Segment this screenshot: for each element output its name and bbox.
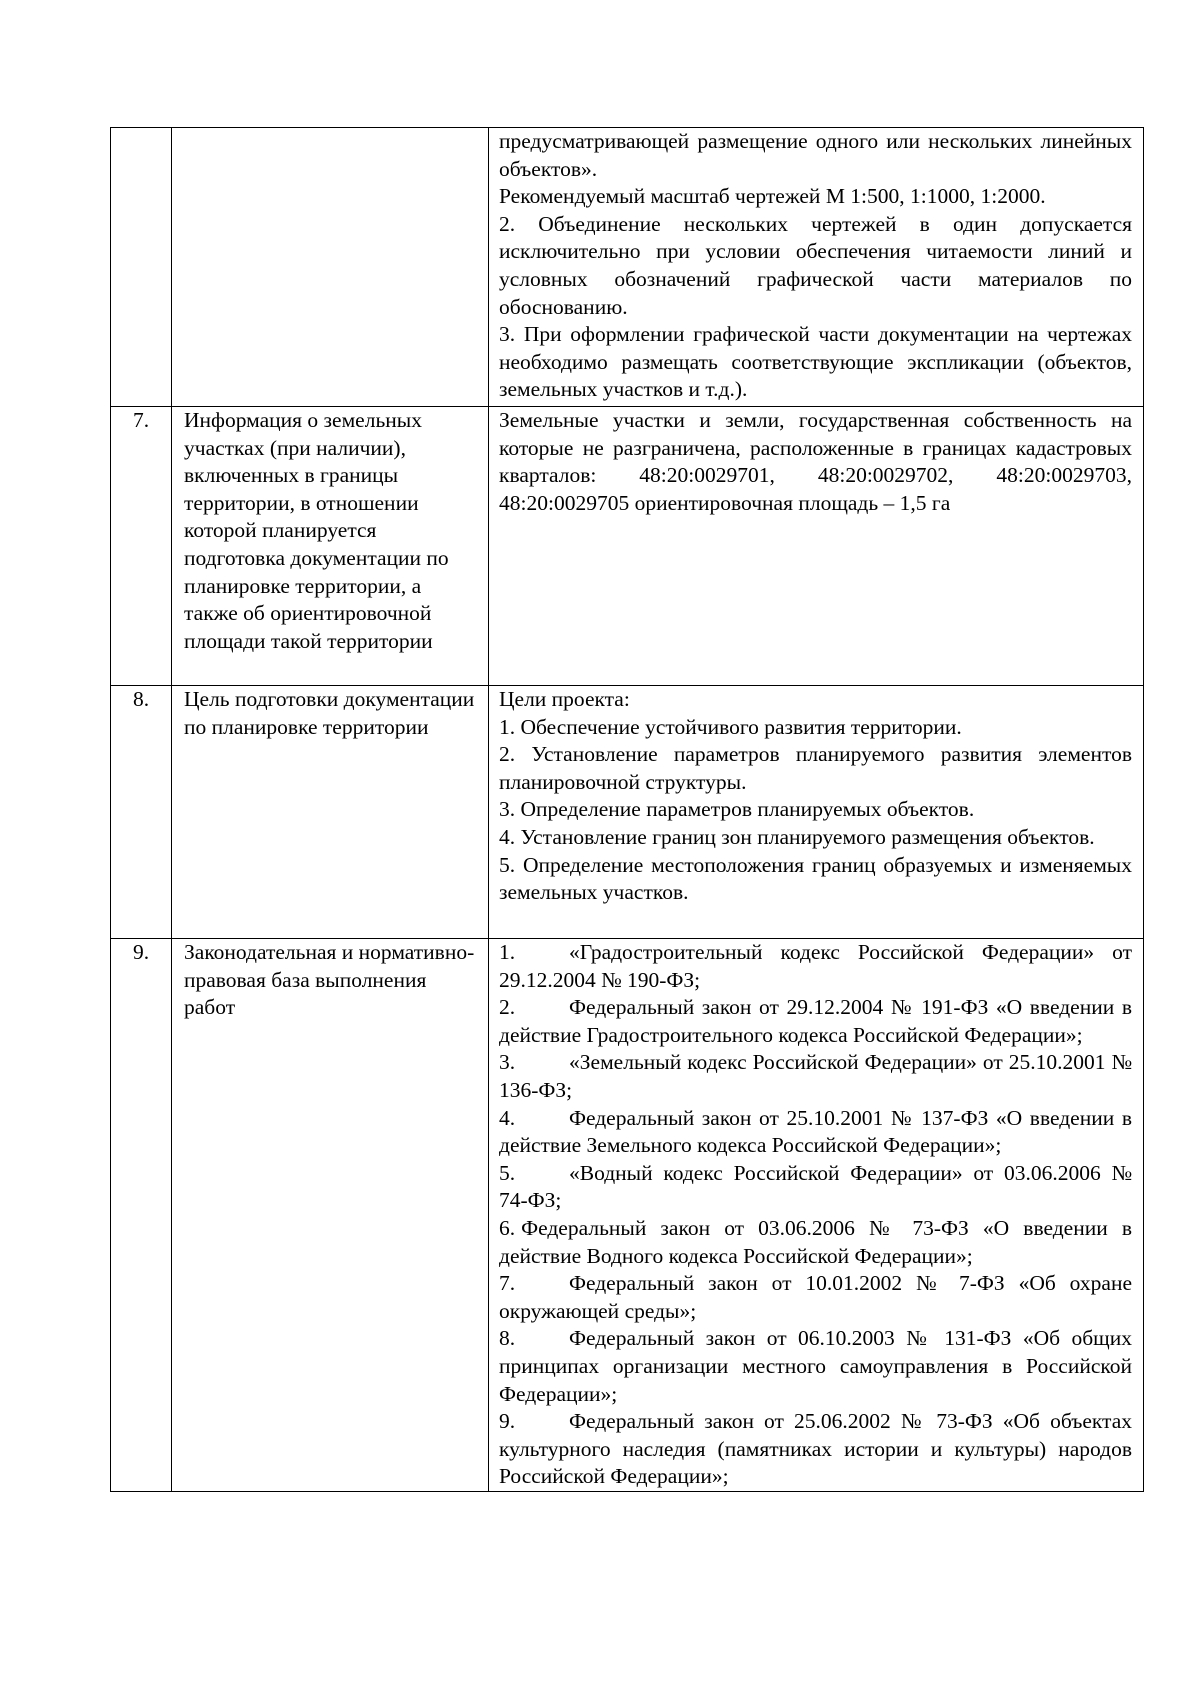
law-item: 6. Федеральный закон от 03.06.2006 № 73-ФЗ «О введении в действие Водного кодекса Российской Федерации»;	[499, 1215, 1132, 1268]
table-row-9	[111, 939, 1144, 1492]
row-name: Цель подготовки документации по планировке территории	[184, 687, 475, 739]
law-item: 7. Федеральный закон от 10.01.2002 № 7-ФЗ «Об охране окружающей среды»;	[499, 1271, 1132, 1323]
paragraph: Цели проекта:	[499, 687, 630, 711]
paragraph: 2. Объединение нескольких чертежей в один допускается исключительно при условии обеспечения читаемости линий и условных обозначений графической части материалов по обоснованию.	[499, 211, 1132, 319]
table-row-8	[111, 686, 1144, 939]
row-description-cell	[489, 686, 1144, 939]
row-number: 9.	[132, 940, 150, 964]
paragraph: 1. Обеспечение устойчивого развития территории.	[499, 714, 962, 739]
law-item: 1. «Градостроительный кодекс Российской Федерации» от 29.12.2004 № 190-ФЗ;	[499, 940, 1132, 992]
row-name: Информация о земельных участках (при наличии), включенных в границы территории, в отношении которой планируется подготовка документации по планировке территории, а также об ориентировочной площади такой территории	[184, 408, 449, 653]
row-number-cell	[111, 128, 172, 407]
row-number-cell	[111, 686, 172, 939]
row-name-cell	[172, 939, 489, 1492]
paragraph: предусматривающей размещение одного или нескольких линейных объектов».	[499, 129, 1132, 181]
paragraph: Рекомендуемый масштаб чертежей М 1:500, 1:1000, 1:2000.	[499, 184, 1046, 209]
row-name: Законодательная и нормативно-правовая база выполнения работ	[184, 940, 475, 1020]
row-name-cell	[172, 128, 489, 407]
row-number-cell	[111, 407, 172, 686]
row-name-cell	[172, 686, 489, 939]
table-row-continued	[111, 128, 1144, 407]
row-number: 8.	[132, 687, 150, 711]
row-number: 7.	[132, 408, 150, 432]
row-description-cell	[489, 407, 1144, 686]
law-item: 5. «Водный кодекс Российской Федерации» от 03.06.2006 № 74-ФЗ;	[499, 1160, 1132, 1213]
law-item: 2. Федеральный закон от 29.12.2004 № 191-ФЗ «О введении в действие Градостроительного кодекса Российской Федерации»;	[499, 995, 1132, 1047]
paragraph: 5. Определение местоположения границ образуемых и изменяемых земельных участков.	[499, 852, 1132, 905]
table-row-7	[111, 407, 1144, 686]
law-item: 3. «Земельный кодекс Российской Федерации» от 25.10.2001 № 136-ФЗ;	[499, 1050, 1132, 1102]
paragraph: 3. При оформлении графической части документации на чертежах необходимо размещать соответствующие экспликации (объектов, земельных участков и т.д.).	[499, 322, 1132, 402]
paragraph: 4. Установление границ зон планируемого размещения объектов.	[499, 824, 1095, 849]
law-item: 4. Федеральный закон от 25.10.2001 № 137-ФЗ «О введении в действие Земельного кодекса Российской Федерации»;	[499, 1105, 1132, 1158]
paragraph: Земельные участки и земли, государственная собственность на которые не разграничена, расположенные в границах кадастровых кварталов: 48:20:0029701, 48:20:0029702, 48:20:0029703, 48:20:0029705 ориентировочная площадь – 1,5 га	[499, 408, 1132, 515]
paragraph: 3. Определение параметров планируемых объектов.	[499, 797, 975, 822]
law-item: 9. Федеральный закон от 25.06.2002 № 73-ФЗ «Об объектах культурного наследия (памятниках истории и культуры) народов Российской Федерации»;	[499, 1409, 1132, 1489]
row-description-cell	[489, 939, 1144, 1492]
row-number-cell	[111, 939, 172, 1492]
law-item: 8. Федеральный закон от 06.10.2003 № 131-ФЗ «Об общих принципах организации местного самоуправления в Российской Федерации»;	[499, 1326, 1132, 1406]
document-table	[110, 127, 1144, 1492]
paragraph: 2. Установление параметров планируемого развития элементов планировочной структуры.	[499, 742, 1132, 794]
row-description-cell	[489, 128, 1144, 407]
row-name-cell	[172, 407, 489, 686]
